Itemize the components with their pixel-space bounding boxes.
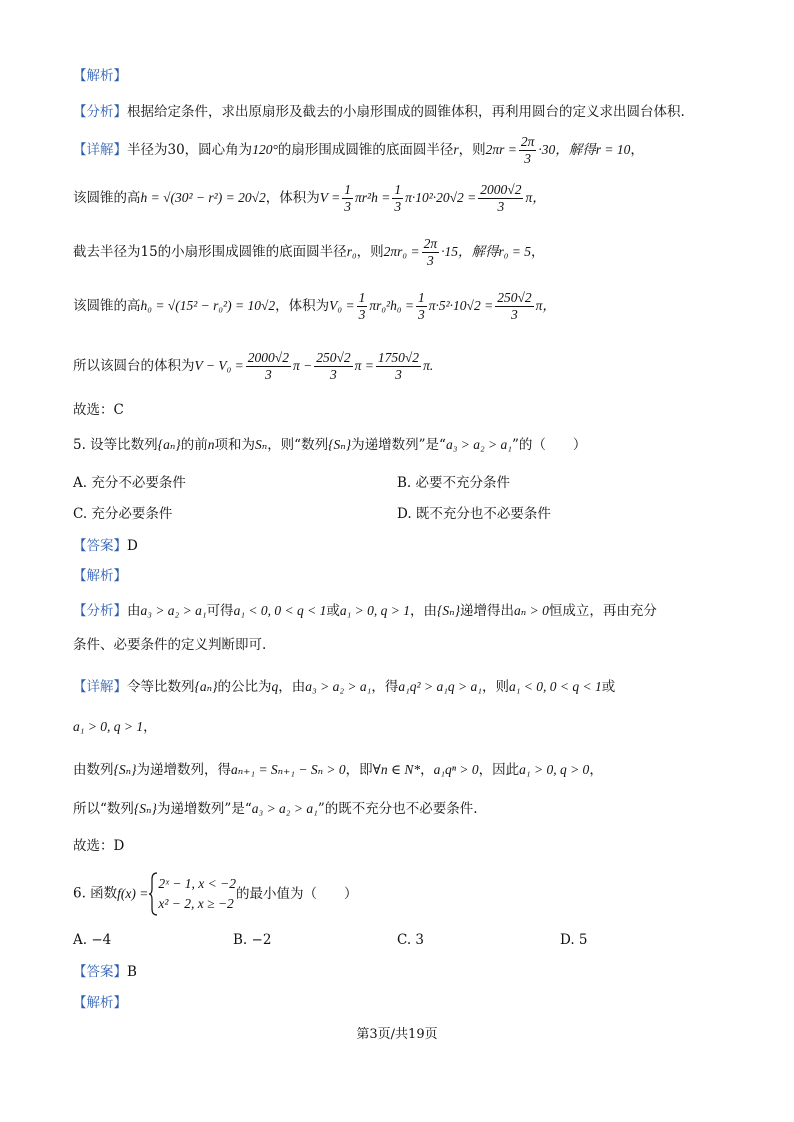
numerator: 2000√2 bbox=[480, 182, 522, 197]
q6-option-a[interactable]: A. −4 bbox=[73, 932, 112, 948]
q4-detail-tag: 【详解】 bbox=[73, 142, 127, 158]
text: ，体积为 bbox=[275, 298, 330, 314]
fraction bbox=[357, 290, 368, 323]
numerator: 1 bbox=[358, 290, 366, 305]
q4-detail-line1 bbox=[73, 134, 644, 167]
math: a₃ > a₂ > a₁ bbox=[251, 801, 318, 816]
case-1: 2ˣ − 1, x < −2 bbox=[158, 876, 237, 891]
text: ， bbox=[630, 142, 644, 158]
math: a₁ > 0, q > 1 bbox=[339, 603, 411, 618]
fraction bbox=[342, 182, 353, 215]
q4-answer: 故选：C bbox=[73, 402, 124, 418]
q4-detail-line2 bbox=[73, 182, 546, 215]
numerator: 2π bbox=[520, 134, 535, 149]
math: {aₙ} bbox=[194, 679, 218, 694]
denominator: 3 bbox=[395, 367, 402, 382]
math: V = bbox=[319, 190, 341, 205]
math: π − bbox=[292, 358, 313, 373]
math: {Sₙ} bbox=[113, 762, 137, 777]
text: 恒成立，再由充分 bbox=[548, 603, 657, 619]
q5-stem bbox=[73, 435, 586, 455]
numerator: 1 bbox=[344, 182, 351, 197]
fraction bbox=[495, 290, 533, 323]
math: π = bbox=[354, 358, 374, 373]
text: 半径为30，圆心角为 bbox=[127, 142, 253, 158]
q4-analysis bbox=[73, 102, 685, 122]
math: π. bbox=[423, 358, 434, 373]
math: a₁q² > a₁q > a₁ bbox=[398, 679, 482, 694]
text: 该圆锥的高 bbox=[73, 190, 141, 206]
answer-value: B bbox=[127, 964, 137, 980]
math: 2πr = bbox=[485, 142, 517, 157]
q6-option-c[interactable]: C. 3 bbox=[397, 932, 425, 948]
fraction bbox=[376, 350, 421, 383]
left-brace-icon bbox=[148, 872, 158, 916]
q5-answer bbox=[73, 536, 138, 556]
text: ， bbox=[420, 762, 434, 778]
q6-stem bbox=[73, 872, 358, 916]
math: ·15，解得 bbox=[441, 244, 499, 259]
math: {Sₙ} bbox=[437, 603, 461, 618]
numerator: 1 bbox=[418, 290, 425, 305]
fraction bbox=[246, 350, 291, 383]
math: 120° bbox=[252, 142, 278, 157]
q4-detail-line4 bbox=[73, 290, 556, 323]
math: V − V₀ = bbox=[194, 358, 244, 373]
math: {Sₙ} bbox=[328, 437, 352, 452]
text: 所以“数列 bbox=[73, 801, 134, 817]
math: {Sₙ} bbox=[133, 801, 157, 816]
fraction bbox=[519, 134, 537, 167]
answer-value: D bbox=[127, 538, 138, 554]
math: q bbox=[271, 679, 279, 694]
math: {aₙ} bbox=[157, 437, 181, 452]
math: f(x) = bbox=[117, 886, 149, 901]
math: h₀ = √(15² − r₀²) = 10√2 bbox=[140, 298, 276, 313]
text: ，即 bbox=[345, 762, 373, 778]
math: a₃ > a₂ > a₁ bbox=[305, 679, 372, 694]
math: πr₀²h₀ = bbox=[369, 298, 414, 313]
text: 的前 bbox=[180, 437, 208, 453]
q5-detail-line4 bbox=[73, 799, 478, 819]
text: 或 bbox=[326, 603, 340, 619]
math: 2πr₀ = bbox=[383, 244, 420, 259]
math: r₀ bbox=[346, 244, 357, 259]
q5-jiexi-heading: 【解析】 bbox=[73, 568, 127, 584]
q4-detail-line3 bbox=[73, 236, 545, 269]
fraction bbox=[392, 182, 403, 215]
denominator: 3 bbox=[511, 307, 518, 322]
math: aₙ > 0 bbox=[514, 603, 549, 618]
denominator: 3 bbox=[497, 199, 505, 214]
math: π， bbox=[535, 298, 556, 313]
q5-final: 故选：D bbox=[73, 838, 125, 854]
numerator: 250√2 bbox=[316, 350, 351, 365]
denominator: 3 bbox=[330, 367, 337, 382]
numerator: 1750√2 bbox=[377, 350, 420, 365]
text: 该圆锥的高 bbox=[73, 298, 141, 314]
text: ，由 bbox=[278, 679, 306, 695]
math: a₃ > a₂ > a₁ bbox=[445, 437, 512, 452]
text: 所以该圆台的体积为 bbox=[73, 358, 195, 374]
text: 为递增数列”是“ bbox=[156, 801, 252, 817]
q6-jiexi-heading: 【解析】 bbox=[73, 995, 127, 1011]
math: π·5²·10√2 = bbox=[428, 298, 494, 313]
text: 为递增数列，得 bbox=[136, 762, 232, 778]
q5-option-b[interactable]: B. 必要不充分条件 bbox=[397, 475, 511, 491]
denominator: 3 bbox=[426, 253, 434, 268]
fraction bbox=[478, 182, 523, 215]
text: 或 bbox=[601, 679, 616, 695]
text: 的最小值为（ ） bbox=[236, 886, 358, 902]
text: 5. 设等比数列 bbox=[73, 437, 158, 453]
q6-option-d[interactable]: D. 5 bbox=[560, 932, 588, 948]
piecewise bbox=[148, 872, 236, 916]
q4-analysis-text: 根据给定条件，求出原扇形及截去的小扇形围成的圆锥体积，再利用圆台的定义求出圆台体积. bbox=[127, 104, 685, 120]
text: 为递增数列”是“ bbox=[351, 437, 446, 453]
math: n bbox=[207, 437, 215, 452]
math: r₀ = 5 bbox=[498, 244, 532, 259]
denominator: 3 bbox=[394, 199, 402, 214]
math: a₁ > 0, q > 1 bbox=[73, 719, 144, 734]
math: r bbox=[453, 142, 459, 157]
text: ，由 bbox=[410, 603, 438, 619]
denominator: 3 bbox=[344, 199, 351, 214]
q5-option-c[interactable]: C. 充分必要条件 bbox=[73, 506, 173, 522]
q5-detail-line3 bbox=[73, 760, 603, 780]
q4-jiexi-heading: 【解析】 bbox=[73, 68, 127, 84]
math: π， bbox=[525, 190, 546, 205]
fraction bbox=[422, 236, 440, 269]
q6-option-b[interactable]: B. −2 bbox=[233, 932, 272, 948]
q6-answer bbox=[73, 962, 137, 982]
text: 由数列 bbox=[73, 762, 114, 778]
text: 6. 函数 bbox=[73, 885, 118, 902]
text: ，则 bbox=[356, 244, 384, 260]
numerator: 1 bbox=[394, 182, 402, 197]
numerator: 2000√2 bbox=[247, 350, 289, 365]
detail-tag: 【详解】 bbox=[73, 679, 127, 695]
text: 截去半径为15的小扇形围成圆锥的底面圆半径 bbox=[73, 244, 347, 260]
math: a₁ > 0, q > 0 bbox=[519, 762, 590, 777]
q5-option-a[interactable]: A. 充分不必要条件 bbox=[73, 475, 186, 491]
text: 的扇形围成圆锥的底面圆半径 bbox=[277, 142, 454, 158]
analysis-tag: 【分析】 bbox=[73, 603, 127, 619]
text: ，体积为 bbox=[265, 190, 320, 206]
q5-detail-line1 bbox=[73, 677, 615, 697]
text: ，则 bbox=[481, 679, 509, 695]
text: ， bbox=[531, 244, 545, 260]
math: π·10²·20√2 = bbox=[405, 190, 477, 205]
q5-analysis-line1 bbox=[73, 601, 657, 621]
math: a₁qⁿ > 0 bbox=[433, 762, 479, 777]
math: a₃ > a₂ > a₁ bbox=[140, 603, 207, 618]
denominator: 3 bbox=[418, 307, 425, 322]
q5-detail-line2 bbox=[73, 717, 157, 737]
math: V₀ = bbox=[329, 298, 355, 313]
text: 的公比为 bbox=[217, 679, 272, 695]
fraction bbox=[314, 350, 352, 383]
fraction bbox=[416, 290, 427, 323]
text: ，则“数列 bbox=[267, 437, 329, 453]
text: 项和为 bbox=[214, 437, 255, 453]
text: ”的（ ） bbox=[512, 437, 587, 453]
denominator: 3 bbox=[265, 367, 272, 382]
answer-tag: 【答案】 bbox=[73, 538, 127, 554]
page-footer: 第3页/共19页 bbox=[356, 1027, 438, 1042]
q4-analysis-tag: 【分析】 bbox=[73, 104, 127, 120]
math: h = √(30² − r²) = 20√2 bbox=[140, 190, 266, 205]
math: Sₙ bbox=[254, 437, 268, 452]
math: ·30，解得 bbox=[538, 142, 596, 157]
q5-option-d[interactable]: D. 既不充分也不必要条件 bbox=[397, 506, 551, 522]
text: ， bbox=[589, 762, 603, 778]
case-2: x² − 2, x ≥ −2 bbox=[158, 896, 234, 911]
text: ，因此 bbox=[478, 762, 520, 778]
answer-tag: 【答案】 bbox=[73, 964, 127, 980]
text: ， bbox=[143, 719, 157, 735]
text: ，得 bbox=[371, 679, 399, 695]
denominator: 3 bbox=[358, 307, 366, 322]
math: r = 10 bbox=[595, 142, 631, 157]
math: ∀n ∈ N* bbox=[372, 762, 421, 777]
math: πr²h = bbox=[355, 190, 391, 205]
numerator: 2π bbox=[423, 236, 438, 251]
denominator: 3 bbox=[524, 151, 531, 166]
text: 由 bbox=[127, 603, 141, 619]
text: 可得 bbox=[206, 603, 234, 619]
q4-detail-line5 bbox=[73, 350, 433, 383]
text: ”的既不充分也不必要条件. bbox=[317, 801, 478, 817]
text: 递增得出 bbox=[460, 603, 515, 619]
text: ，则 bbox=[458, 142, 486, 158]
math: a₁ < 0, 0 < q < 1 bbox=[233, 603, 327, 618]
q5-analysis-line2: 条件、必要条件的定义判断即可. bbox=[73, 637, 267, 653]
text: 令等比数列 bbox=[127, 679, 195, 695]
numerator: 250√2 bbox=[497, 290, 532, 305]
math: a₁ < 0, 0 < q < 1 bbox=[508, 679, 602, 694]
math: aₙ₊₁ = Sₙ₊₁ − Sₙ > 0 bbox=[231, 762, 346, 777]
